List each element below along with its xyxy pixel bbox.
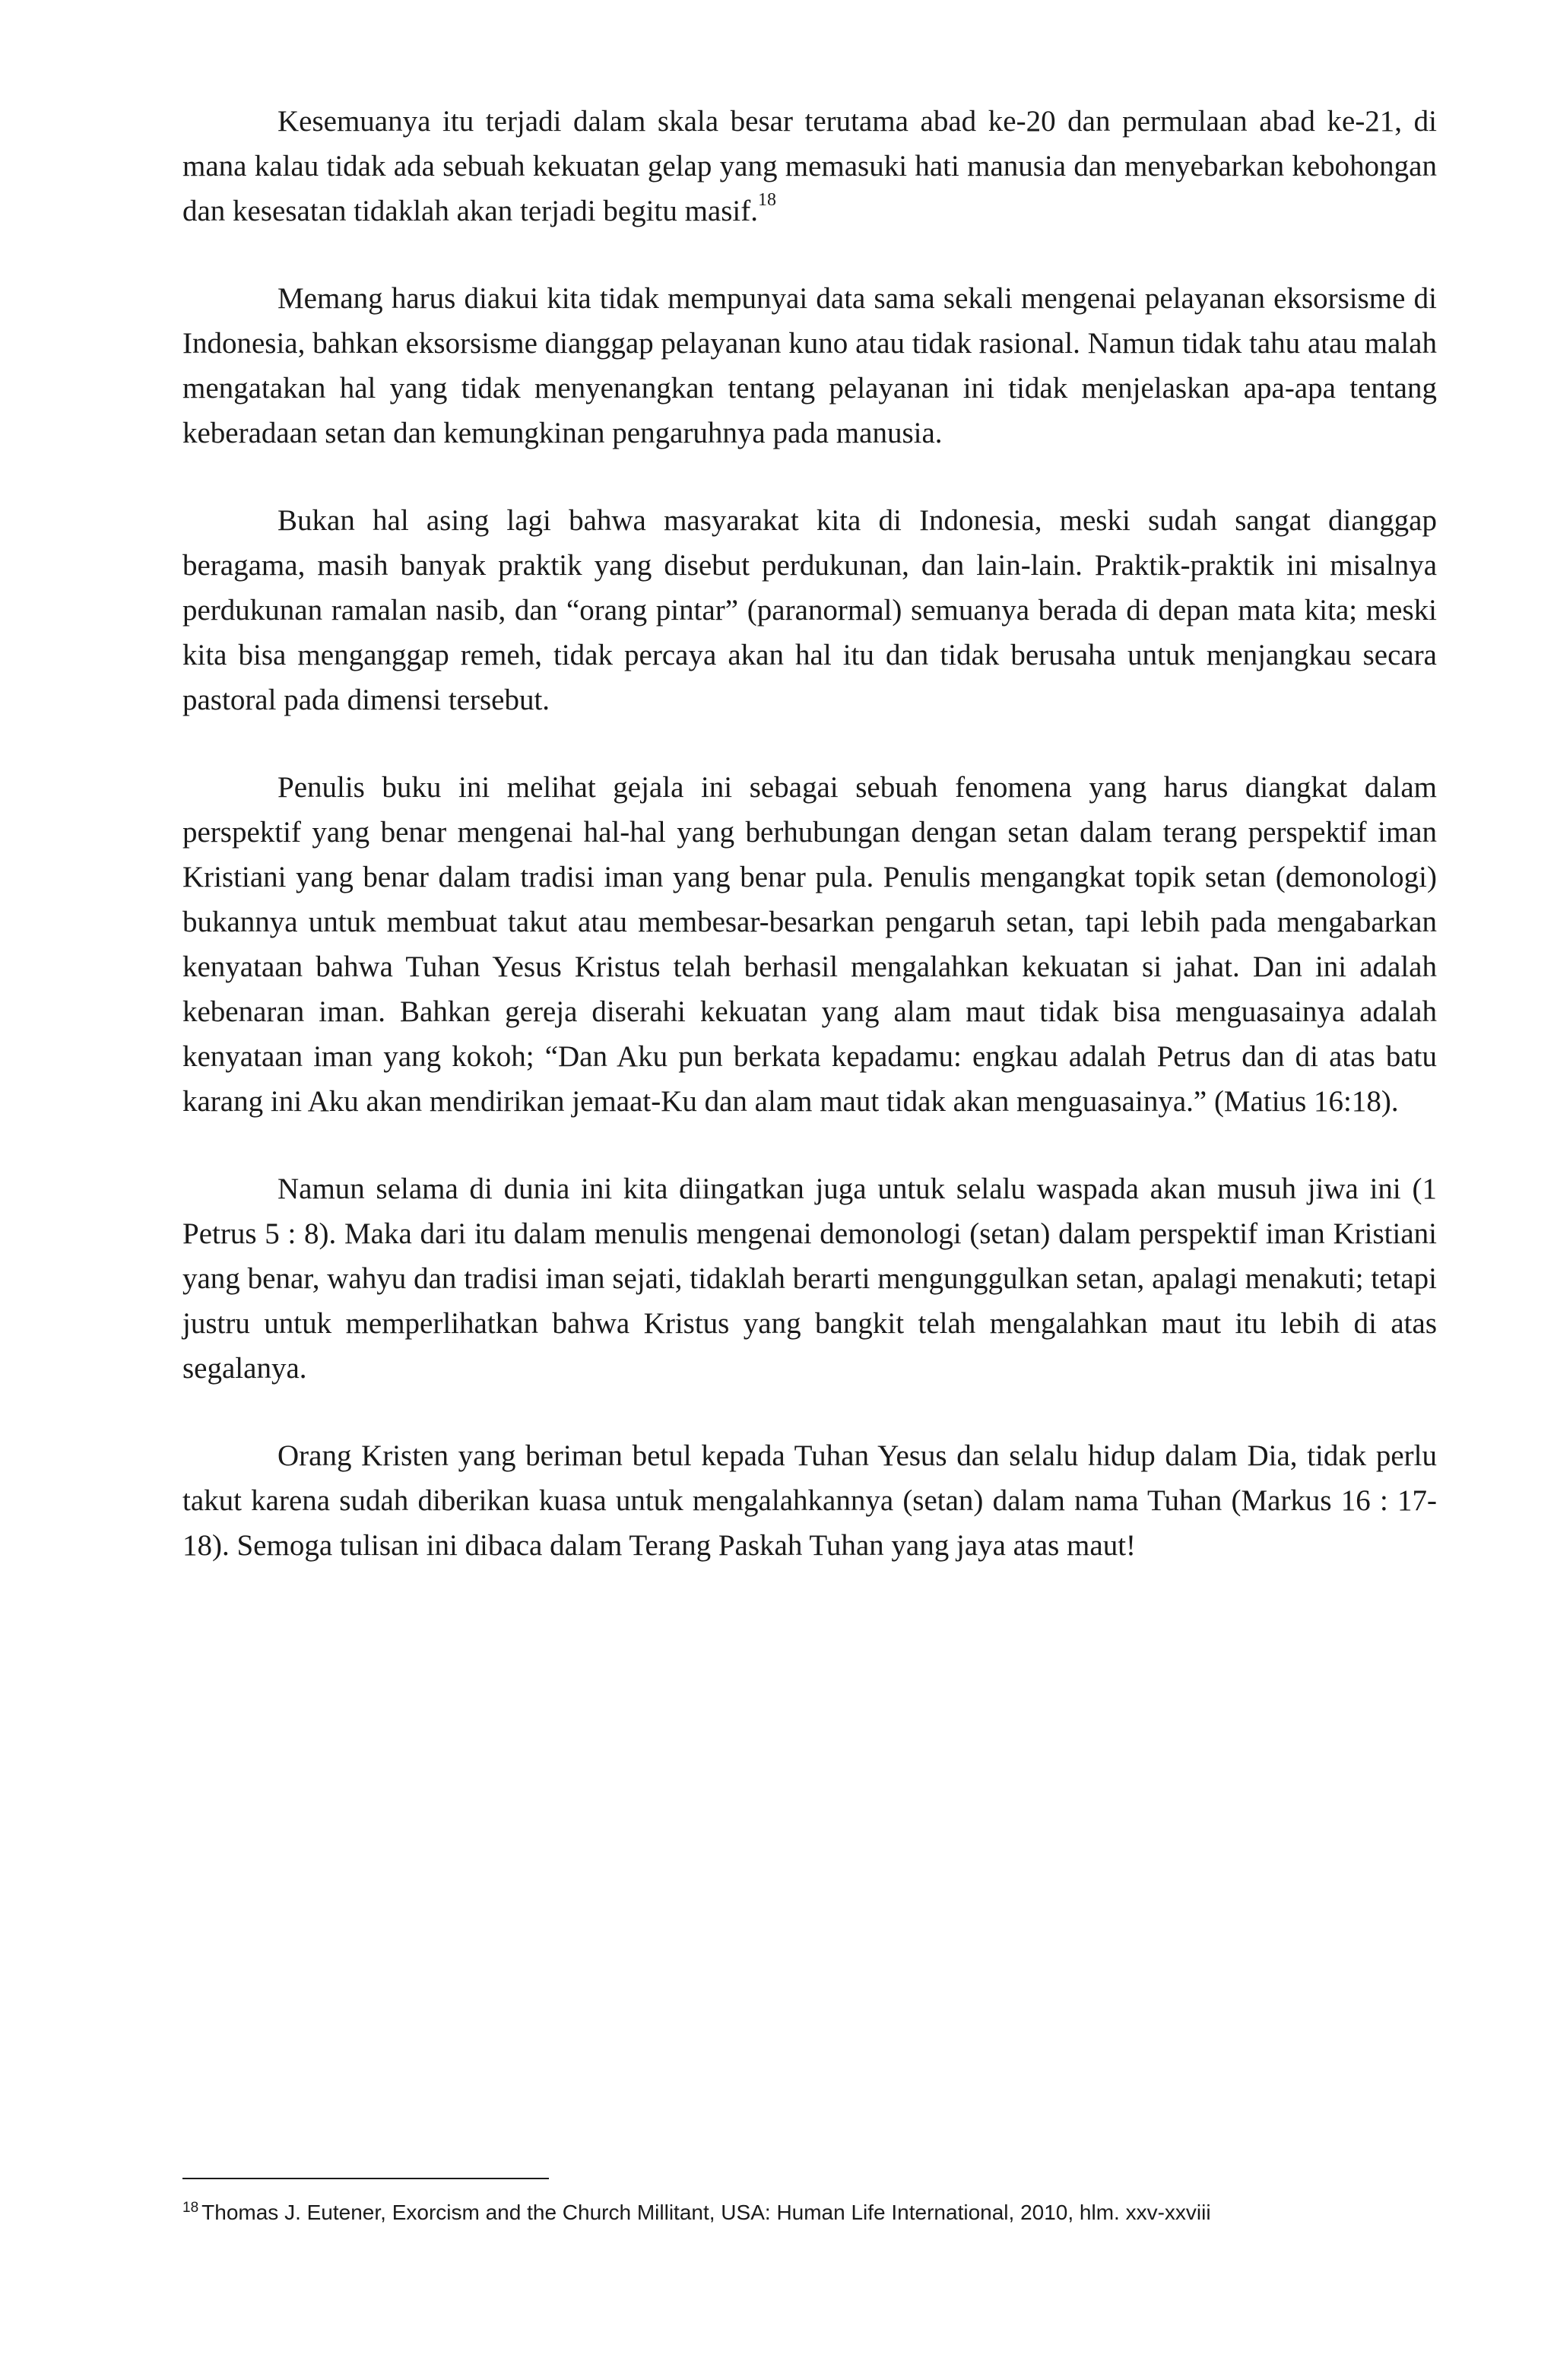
paragraph-1 [182, 99, 1437, 233]
footnote [182, 2199, 1437, 2226]
paragraph-4 [182, 765, 1437, 1124]
paragraph-1-text: Kesemuanya itu terjadi dalam skala besar terutama abad ke-20 dan permulaan abad ke-21, di mana kalau tidak ada sebuah kekuatan gelap yang memasuki hati manusia dan menyebarkan kebohongan dan kesesatan tidaklah akan terjadi begitu masif. [182, 105, 1437, 227]
paragraph-2 [182, 276, 1437, 455]
footnote-text: Thomas J. Eutener, Exorcism and the Church Millitant, USA: Human Life International, 2010, hlm. xxv-xxviii [201, 2201, 1211, 2224]
paragraph-6-text: Orang Kristen yang beriman betul kepada Tuhan Yesus dan selalu hidup dalam Dia, tidak perlu takut karena sudah diberikan kuasa untuk mengalahkannya (setan) dalam nama Tuhan (Markus 16 : 17-18). Semoga tulisan ini dibaca dalam Terang Paskah Tuhan yang jaya atas maut! [182, 1439, 1437, 1562]
paragraph-2-text: Memang harus diakui kita tidak mempunyai data sama sekali mengenai pelayanan eksorsisme di Indonesia, bahkan eksorsisme dianggap pelayanan kuno atau tidak rasional. Namun tidak tahu atau malah mengatakan hal yang tidak menyenangkan tentang pelayanan ini tidak menjelaskan apa-apa tentang keberadaan setan dan kemungkinan pengaruhnya pada manusia. [182, 282, 1437, 449]
paragraph-6 [182, 1433, 1437, 1568]
paragraph-5 [182, 1166, 1437, 1391]
body-text [182, 99, 1437, 1568]
paragraph-3 [182, 498, 1437, 722]
paragraph-5-text: Namun selama di dunia ini kita diingatkan juga untuk selalu waspada akan musuh jiwa ini (1 Petrus 5 : 8). Maka dari itu dalam menulis mengenai demonologi (setan) dalam perspektif iman Kristiani yang benar, wahyu dan tradisi iman sejati, tidaklah berarti mengunggulkan setan, apalagi menakuti; tetapi justru untuk memperlihatkan bahwa Kristus yang bangkit telah mengalahkan maut itu lebih di atas segalanya. [182, 1173, 1437, 1385]
footnote-separator [182, 2178, 549, 2179]
footnote-reference: 18 [757, 190, 776, 210]
paragraph-4-text: Penulis buku ini melihat gejala ini sebagai sebuah fenomena yang harus diangkat dalam perspektif yang benar mengenai hal-hal yang berhubungan dengan setan dalam terang perspektif iman Kristiani yang benar dalam tradisi iman yang benar pula. Penulis mengangkat topik setan (demonologi) bukannya untuk membuat takut atau membesar-besarkan pengaruh setan, tapi lebih pada mengabarkan kenyataan bahwa Tuhan Yesus Kristus telah berhasil mengalahkan kekuatan si jahat. Dan ini adalah kebenaran iman. Bahkan gereja diserahi kekuatan yang alam maut tidak bisa menguasainya adalah kenyataan iman yang kokoh; “Dan Aku pun berkata kepadamu: engkau adalah Petrus dan di atas batu karang ini Aku akan mendirikan jemaat-Ku dan alam maut tidak akan menguasainya.” (Matius 16:18). [182, 771, 1437, 1118]
footnote-number: 18 [182, 2199, 199, 2216]
paragraph-3-text: Bukan hal asing lagi bahwa masyarakat kita di Indonesia, meski sudah sangat dianggap beragama, masih banyak praktik yang disebut perdukunan, dan lain-lain. Praktik-praktik ini misalnya perdukunan ramalan nasib, dan “orang pintar” (paranormal) semuanya berada di depan mata kita; meski kita bisa menganggap remeh, tidak percaya akan hal itu dan tidak berusaha untuk menjangkau secara pastoral pada dimensi tersebut. [182, 504, 1437, 716]
